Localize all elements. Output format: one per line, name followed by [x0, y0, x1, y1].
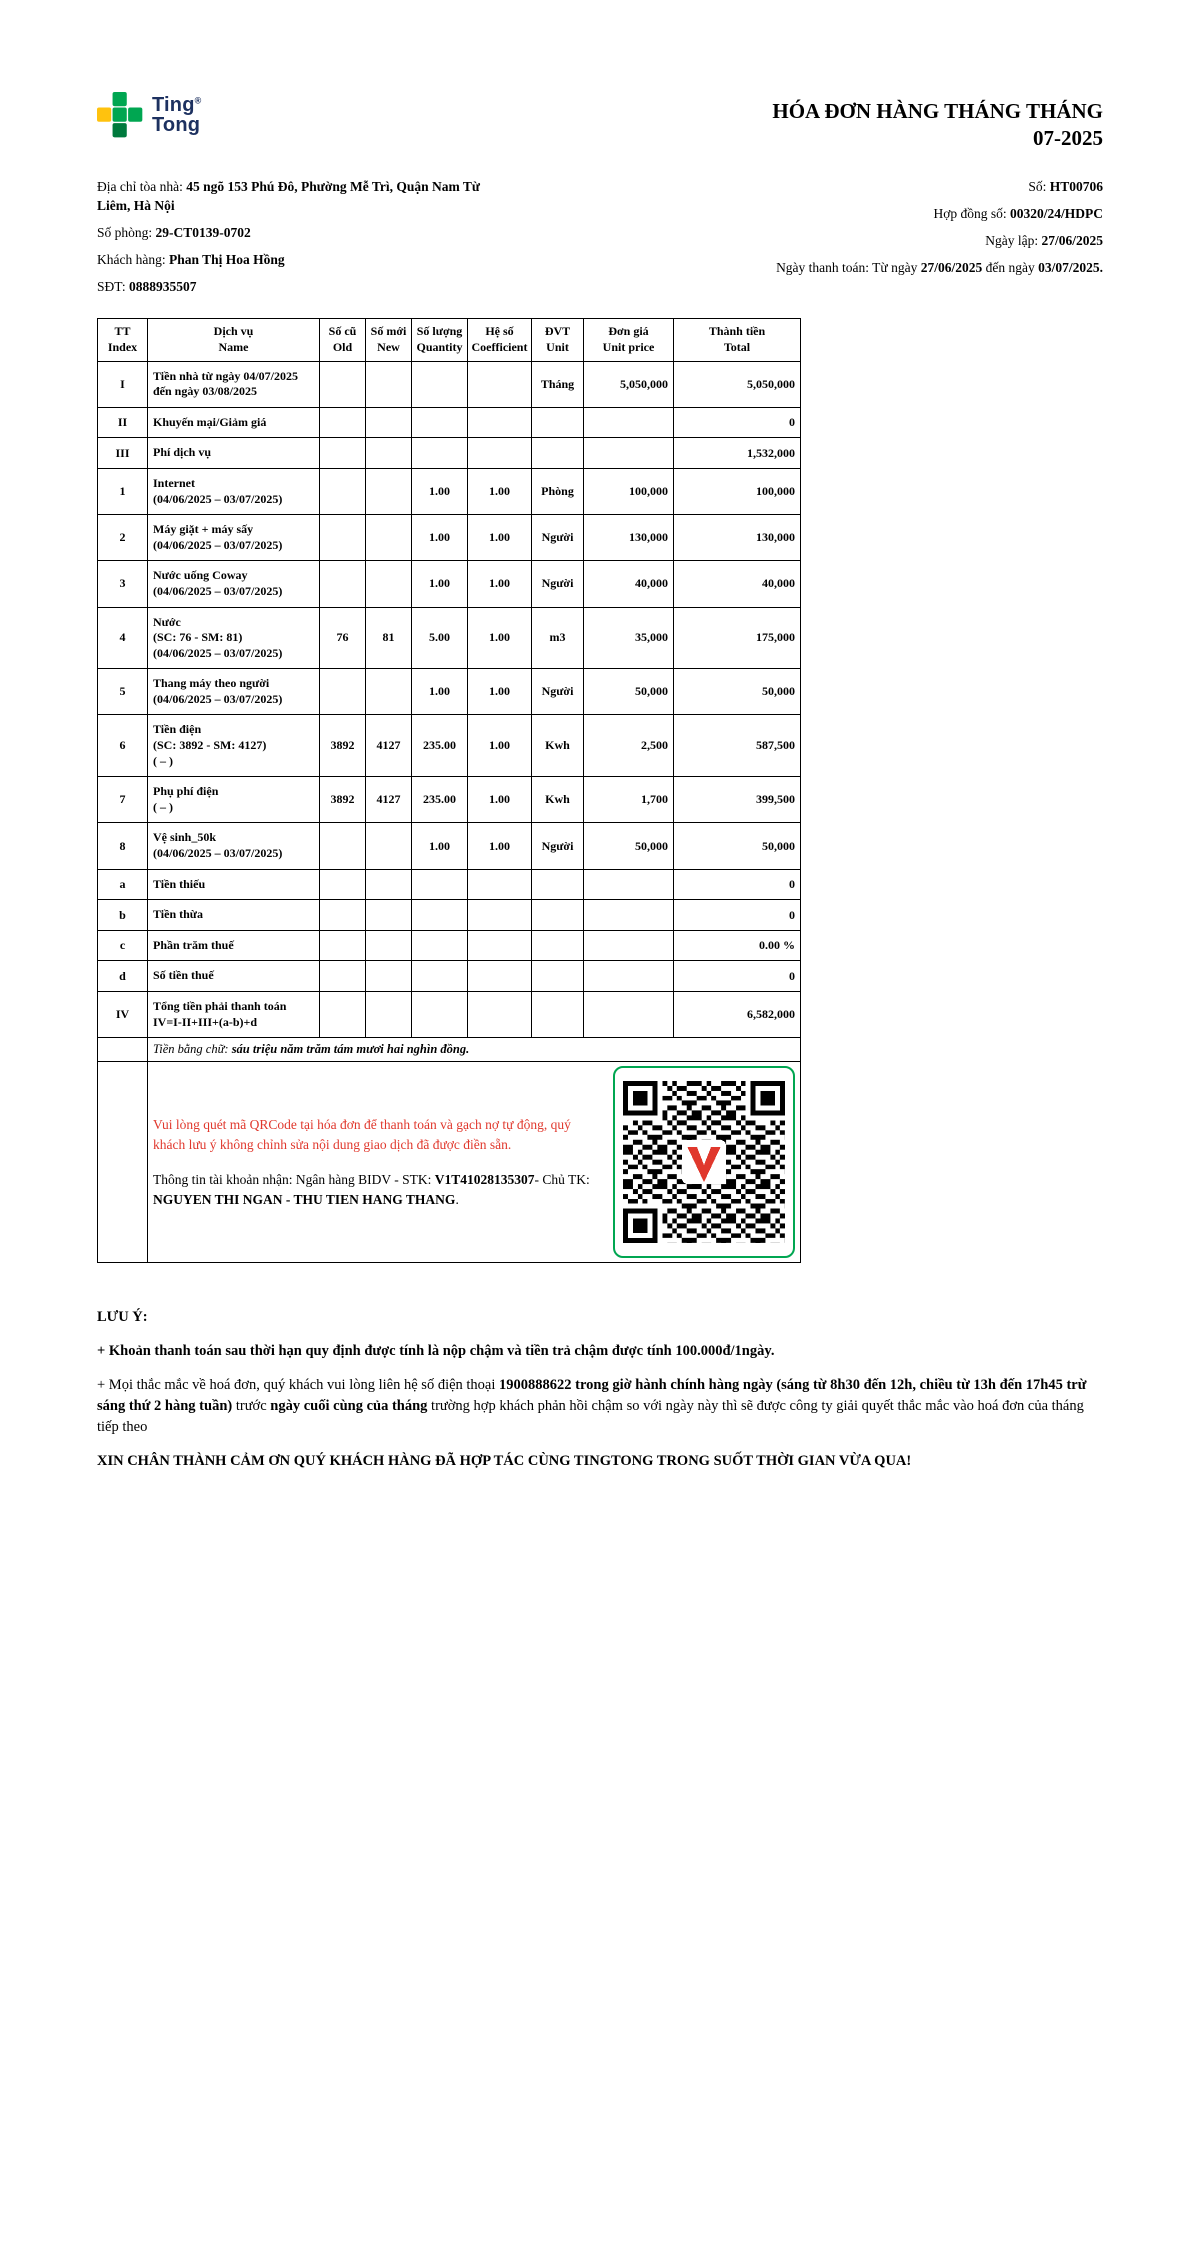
tingtong-logo: [97, 92, 202, 138]
cell-name: Số tiền thuế: [148, 961, 320, 992]
cell-total: 50,000: [674, 669, 801, 715]
column-header: Dịch vụ Name: [148, 319, 320, 361]
cell-price: [584, 992, 674, 1038]
cell-old: 76: [320, 607, 366, 669]
cell-coef: 1.00: [468, 823, 532, 869]
cell-tt: III: [98, 438, 148, 469]
cell-total: 100,000: [674, 468, 801, 514]
cell-new: [366, 561, 412, 607]
cell-name: Phụ phí điện ( – ): [148, 777, 320, 823]
cell-new: [366, 961, 412, 992]
table-row: [98, 361, 801, 407]
contract-number: Hợp đồng số: 00320/24/HDPC: [933, 205, 1103, 221]
cell-tt: 4: [98, 607, 148, 669]
notes-heading: LƯU Ý:: [97, 1309, 148, 1326]
cell-tt: 8: [98, 823, 148, 869]
cell-name: Tiền điện (SC: 3892 - SM: 4127) ( – ): [148, 715, 320, 777]
cell-new: [366, 438, 412, 469]
cell-name: Khuyến mại/Giảm giá: [148, 407, 320, 438]
cell-new: [366, 823, 412, 869]
registered-mark: ®: [194, 94, 202, 105]
cell-name: Nước (SC: 76 - SM: 81) (04/06/2025 – 03/07/2025): [148, 607, 320, 669]
cell-tt: I: [98, 361, 148, 407]
cell-name: Phần trăm thuế: [148, 930, 320, 961]
invoice-table: [97, 318, 801, 1263]
cell-old: [320, 869, 366, 900]
cell-tt: 2: [98, 515, 148, 561]
column-header: Số mới New: [366, 319, 412, 361]
invoice-title: HÓA ĐƠN HÀNG THÁNG THÁNG 07-2025: [772, 99, 1103, 151]
cell-new: [366, 515, 412, 561]
invoice-table-body: [98, 361, 801, 1038]
cell-total: 0: [674, 407, 801, 438]
cell-unit: [532, 869, 584, 900]
cell-coef: [468, 361, 532, 407]
cell-coef: [468, 930, 532, 961]
cell-total: 0.00 %: [674, 930, 801, 961]
column-header: Thành tiền Total: [674, 319, 801, 361]
invoice-meta: [499, 177, 1103, 305]
table-row: [98, 607, 801, 669]
cell-coef: 1.00: [468, 715, 532, 777]
cell-tt: 3: [98, 561, 148, 607]
cell-name: Vệ sinh_50k (04/06/2025 – 03/07/2025): [148, 823, 320, 869]
table-row: [98, 715, 801, 777]
cell-old: [320, 361, 366, 407]
building-address: Địa chỉ tòa nhà: 45 ngõ 153 Phú Đô, Phường Mễ Trì, Quận Nam Từ Liêm, Hà Nội: [97, 178, 480, 213]
room-number: Số phòng: 29-CT0139-0702: [97, 224, 251, 240]
cell-total: 399,500: [674, 777, 801, 823]
tingtong-logo-wordmark: Ting® Tong: [152, 93, 202, 136]
cell-old: [320, 468, 366, 514]
cell-name: Máy giặt + máy sấy (04/06/2025 – 03/07/2025): [148, 515, 320, 561]
table-row: [98, 900, 801, 931]
cell-coef: 1.00: [468, 468, 532, 514]
cell-price: [584, 869, 674, 900]
cell-tt: 6: [98, 715, 148, 777]
cell-total: 0: [674, 961, 801, 992]
cell-unit: Người: [532, 561, 584, 607]
cell-total: 130,000: [674, 515, 801, 561]
cell-qty: [412, 407, 468, 438]
cell-tt: IV: [98, 992, 148, 1038]
cell-price: [584, 900, 674, 931]
column-header: Hệ số Coefficient: [468, 319, 532, 361]
cell-new: [366, 992, 412, 1038]
cell-new: [366, 468, 412, 514]
cell-new: [366, 407, 412, 438]
cell-qty: 5.00: [412, 607, 468, 669]
cell-tt: b: [98, 900, 148, 931]
cell-old: 3892: [320, 715, 366, 777]
cell-qty: 1.00: [412, 669, 468, 715]
cell-qty: [412, 869, 468, 900]
cell-price: 40,000: [584, 561, 674, 607]
cell-price: 2,500: [584, 715, 674, 777]
cell-tt: a: [98, 869, 148, 900]
hotline-note: + Mọi thắc mắc về hoá đơn, quý khách vui lòng liên hệ số điện thoại 1900888622 trong giờ hành chính hàng ngày (sáng từ 8h30 đến 12h, chiều từ 13h đến 17h45 trừ sáng thứ 2 hàng tuần) trước ngày cuối cùng của tháng trường hợp khách phản hồi chậm so với ngày này thì sẽ được công ty giải quyết thắc mắc vào hoá đơn của tháng tiếp theo: [97, 1377, 1087, 1436]
cell-qty: [412, 900, 468, 931]
cell-coef: [468, 961, 532, 992]
column-header: ĐVT Unit: [532, 319, 584, 361]
cell-qty: [412, 961, 468, 992]
cell-coef: 1.00: [468, 607, 532, 669]
qr-code-icon: [623, 1081, 785, 1243]
payment-period: Ngày thanh toán: Từ ngày 27/06/2025 đến ngày 03/07/2025.: [776, 260, 1103, 276]
cell-qty: 1.00: [412, 823, 468, 869]
cell-old: [320, 407, 366, 438]
cell-old: [320, 823, 366, 869]
cell-name: Thang máy theo người (04/06/2025 – 03/07/2025): [148, 669, 320, 715]
cell-name: Internet (04/06/2025 – 03/07/2025): [148, 468, 320, 514]
late-payment-note: + Khoản thanh toán sau thời hạn quy định được tính là nộp chậm và tiền trả chậm được tính 100.000đ/1ngày.: [97, 1343, 775, 1360]
cell-total: 0: [674, 900, 801, 931]
cell-unit: [532, 900, 584, 931]
table-row: [98, 823, 801, 869]
cell-total: 0: [674, 869, 801, 900]
table-row: [98, 930, 801, 961]
cell-coef: [468, 869, 532, 900]
cell-unit: Người: [532, 669, 584, 715]
cell-qty: 235.00: [412, 715, 468, 777]
cell-name: Tiền thiếu: [148, 869, 320, 900]
cell-price: [584, 930, 674, 961]
cell-unit: [532, 407, 584, 438]
cell-old: [320, 930, 366, 961]
table-row: [98, 468, 801, 514]
invoice-table-header-row: [98, 319, 801, 361]
table-row: [98, 669, 801, 715]
cell-new: 81: [366, 607, 412, 669]
cell-coef: [468, 900, 532, 931]
cell-qty: 235.00: [412, 777, 468, 823]
cell-total: 5,050,000: [674, 361, 801, 407]
cell-coef: 1.00: [468, 561, 532, 607]
customer-name: Khách hàng: Phan Thị Hoa Hồng: [97, 252, 285, 268]
bank-account-info: Thông tin tài khoản nhận: Ngân hàng BIDV - STK: V1T41028135307- Chủ TK: NGUYEN THI NGAN - THU TIEN HANG THANG.: [153, 1172, 590, 1207]
amount-in-words: Tiền bằng chữ: sáu triệu năm trăm tám mươi hai nghìn đồng.: [148, 1038, 801, 1062]
cell-qty: 1.00: [412, 515, 468, 561]
cell-old: 3892: [320, 777, 366, 823]
table-row: [98, 407, 801, 438]
cell-unit: [532, 930, 584, 961]
cell-new: 4127: [366, 777, 412, 823]
cell-price: 1,700: [584, 777, 674, 823]
tingtong-logo-icon: [97, 92, 143, 138]
cell-price: 50,000: [584, 823, 674, 869]
cell-price: 50,000: [584, 669, 674, 715]
cell-price: [584, 407, 674, 438]
column-header: Số lượng Quantity: [412, 319, 468, 361]
cell-new: [366, 900, 412, 931]
cell-new: [366, 361, 412, 407]
cell-old: [320, 438, 366, 469]
cell-total: 40,000: [674, 561, 801, 607]
cell-unit: Phòng: [532, 468, 584, 514]
cell-total: 6,582,000: [674, 992, 801, 1038]
cell-qty: [412, 930, 468, 961]
cell-unit: m3: [532, 607, 584, 669]
cell-unit: Tháng: [532, 361, 584, 407]
cell-unit: Kwh: [532, 777, 584, 823]
column-header: Số cũ Old: [320, 319, 366, 361]
qr-payment-notice: Vui lòng quét mã QRCode tại hóa đơn để thanh toán và gạch nợ tự động, quý khách lưu ý không chỉnh sửa nội dung giao dịch đã được điền sẵn.: [153, 1117, 571, 1152]
column-header: Đơn giá Unit price: [584, 319, 674, 361]
cell-tt: 7: [98, 777, 148, 823]
column-header: TT Index: [98, 319, 148, 361]
cell-tt: 5: [98, 669, 148, 715]
cell-unit: Người: [532, 515, 584, 561]
cell-name: Phí dịch vụ: [148, 438, 320, 469]
amount-in-words-row: [98, 1038, 801, 1062]
cell-new: 4127: [366, 715, 412, 777]
cell-new: [366, 930, 412, 961]
cell-unit: Kwh: [532, 715, 584, 777]
issue-date: Ngày lập: 27/06/2025: [985, 232, 1103, 248]
cell-coef: 1.00: [468, 777, 532, 823]
cell-tt: 1: [98, 468, 148, 514]
invoice-number: Số: HT00706: [1028, 178, 1103, 194]
table-row: [98, 992, 801, 1038]
payment-cell: [148, 1062, 801, 1263]
cell-total: 175,000: [674, 607, 801, 669]
cell-empty: [98, 1062, 148, 1263]
table-row: [98, 561, 801, 607]
cell-old: [320, 992, 366, 1038]
cell-unit: Người: [532, 823, 584, 869]
cell-total: 587,500: [674, 715, 801, 777]
cell-price: 100,000: [584, 468, 674, 514]
cell-name: Nước uống Coway (04/06/2025 – 03/07/2025): [148, 561, 320, 607]
invoice-header: [97, 92, 1103, 153]
cell-price: [584, 438, 674, 469]
cell-unit: [532, 992, 584, 1038]
cell-old: [320, 561, 366, 607]
cell-old: [320, 900, 366, 931]
table-row: [98, 869, 801, 900]
cell-coef: 1.00: [468, 669, 532, 715]
cell-price: 130,000: [584, 515, 674, 561]
payment-instructions: [153, 1115, 599, 1209]
cell-unit: [532, 438, 584, 469]
cell-qty: [412, 438, 468, 469]
cell-coef: [468, 438, 532, 469]
qr-payment-row: [98, 1062, 801, 1263]
cell-qty: [412, 992, 468, 1038]
cell-old: [320, 961, 366, 992]
cell-qty: 1.00: [412, 561, 468, 607]
cell-empty: [98, 1038, 148, 1062]
cell-coef: 1.00: [468, 515, 532, 561]
cell-qty: [412, 361, 468, 407]
cell-old: [320, 669, 366, 715]
cell-price: 35,000: [584, 607, 674, 669]
cell-total: 50,000: [674, 823, 801, 869]
invoice-info: [97, 177, 1103, 305]
customer-info: [97, 177, 499, 305]
cell-coef: [468, 407, 532, 438]
cell-old: [320, 515, 366, 561]
cell-name: Tổng tiền phải thanh toán IV=I-II+III+(a-b)+d: [148, 992, 320, 1038]
table-row: [98, 438, 801, 469]
cell-new: [366, 669, 412, 715]
cell-unit: [532, 961, 584, 992]
table-row: [98, 777, 801, 823]
cell-price: 5,050,000: [584, 361, 674, 407]
invoice-footer: [97, 1307, 1103, 1472]
thank-you-note: XIN CHÂN THÀNH CẢM ƠN QUÝ KHÁCH HÀNG ĐÃ HỢP TÁC CÙNG TINGTONG TRONG SUỐT THỜI GIAN VỪA QUA!: [97, 1453, 912, 1470]
cell-name: Tiền nhà từ ngày 04/07/2025 đến ngày 03/08/2025: [148, 361, 320, 407]
cell-new: [366, 869, 412, 900]
cell-coef: [468, 992, 532, 1038]
cell-price: [584, 961, 674, 992]
cell-tt: c: [98, 930, 148, 961]
cell-name: Tiền thừa: [148, 900, 320, 931]
invoice-table-extra: [98, 1038, 801, 1263]
cell-total: 1,532,000: [674, 438, 801, 469]
cell-tt: II: [98, 407, 148, 438]
table-row: [98, 515, 801, 561]
cell-tt: d: [98, 961, 148, 992]
table-row: [98, 961, 801, 992]
cell-qty: 1.00: [412, 468, 468, 514]
customer-phone: SĐT: 0888935507: [97, 279, 197, 295]
qr-frame: [613, 1066, 795, 1258]
